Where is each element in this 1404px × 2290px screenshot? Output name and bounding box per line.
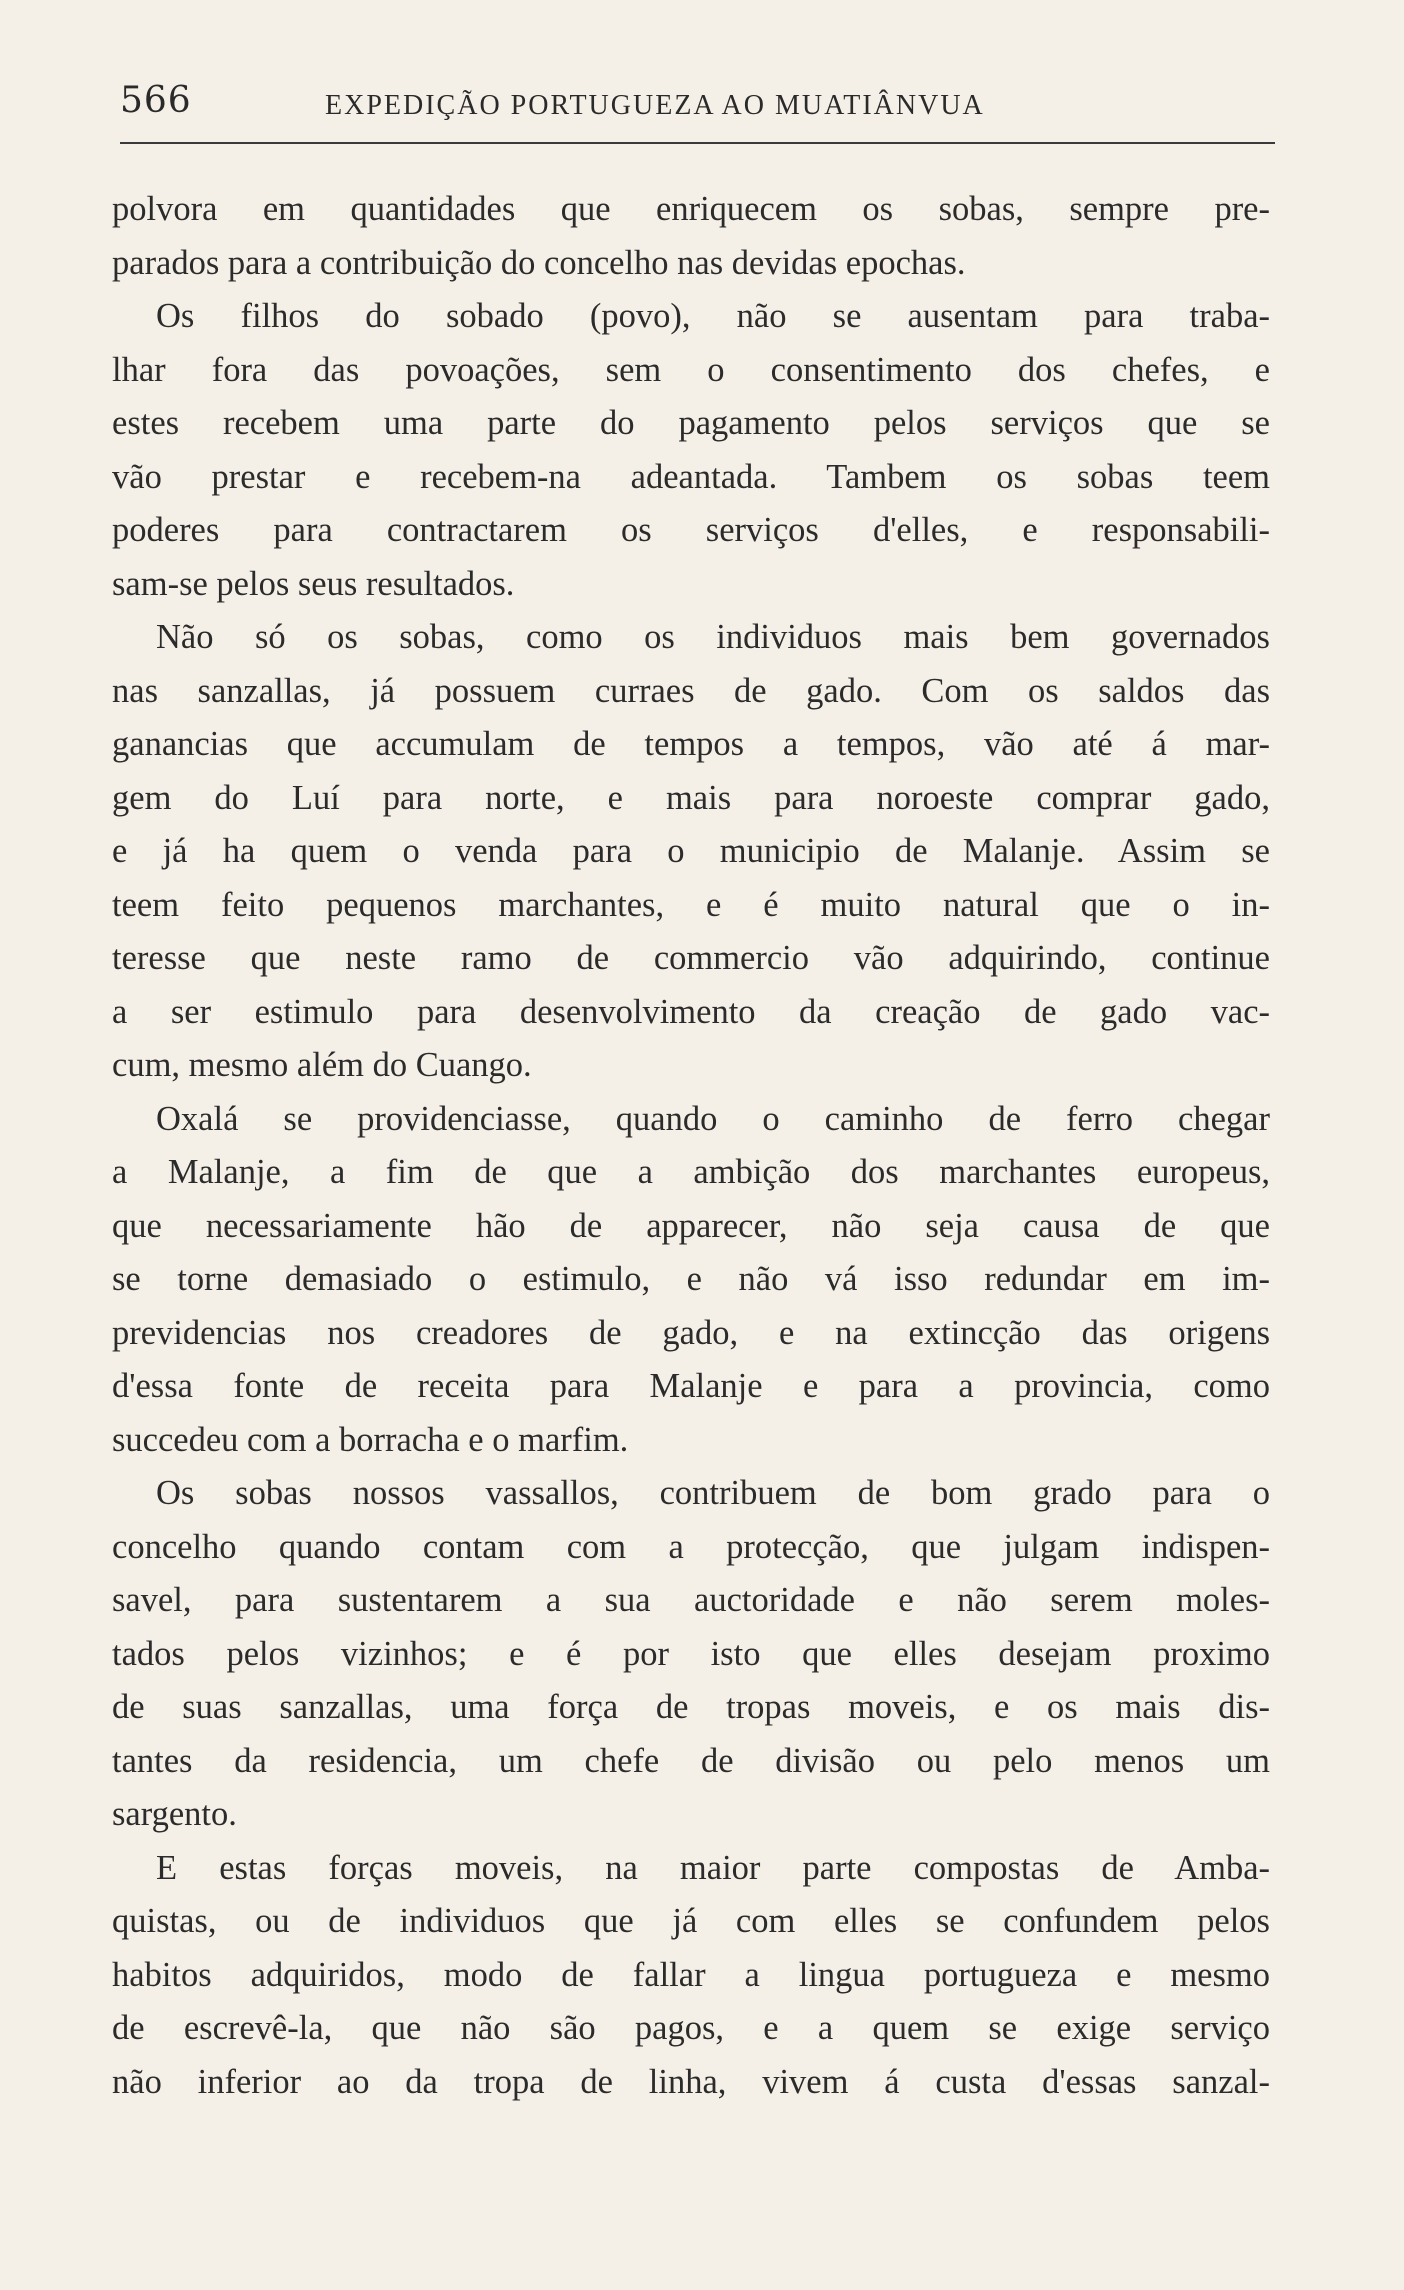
text-line: tados pelos vizinhos; e é por isto que elles desejam proximo <box>112 1634 1270 1673</box>
text-line: de suas sanzallas, uma força de tropas moveis, e os mais dis- <box>112 1688 1270 1726</box>
text-line: sam-se pelos seus resultados. <box>112 564 515 603</box>
header-rule <box>120 142 1275 144</box>
text-line: cum, mesmo além do Cuango. <box>112 1046 532 1084</box>
text-line: de escrevê-la, que não são pagos, e a quem se exige serviço <box>112 2009 1270 2047</box>
text-line: nas sanzallas, já possuem curraes de gado. Com os saldos das <box>112 671 1270 710</box>
text-line: habitos adquiridos, modo de fallar a lingua portugueza e mesmo <box>112 1955 1270 1994</box>
body-text <box>112 183 1270 2109</box>
running-title: EXPEDIÇÃO PORTUGUEZA AO MUATIÂNVUA <box>325 90 985 121</box>
text-line: teresse que neste ramo de commercio vão adquirindo, continue <box>112 939 1270 977</box>
text-line: quistas, ou de individuos que já com elles se confundem pelos <box>112 1902 1270 1940</box>
text-line: gem do Luí para norte, e mais para noroeste comprar gado, <box>112 778 1270 817</box>
text-line: polvora em quantidades que enriquecem os sobas, sempre pre- <box>112 190 1270 228</box>
text-line: sargento. <box>112 1795 237 1833</box>
text-line: estes recebem uma parte do pagamento pelos serviços que se <box>112 404 1270 442</box>
text-line: d'essa fonte de receita para Malanje e para a provincia, como <box>112 1367 1270 1405</box>
text-line: ganancias que accumulam de tempos a tempos, vão até á mar- <box>112 725 1270 763</box>
text-line: savel, para sustentarem a sua auctoridade e não serem moles- <box>112 1581 1270 1619</box>
text-line: não inferior ao da tropa de linha, vivem á custa d'essas sanzal- <box>112 2062 1270 2101</box>
text-line: succedeu com a borracha e o marfim. <box>112 1420 629 1459</box>
text-line: Não só os sobas, como os individuos mais bem governados <box>156 618 1270 656</box>
page-header <box>120 72 1275 132</box>
text-line: E estas forças moveis, na maior parte compostas de Amba- <box>156 1848 1270 1887</box>
text-line: teem feito pequenos marchantes, e é muito natural que o in- <box>112 885 1270 924</box>
text-line: a ser estimulo para desenvolvimento da creação de gado vac- <box>112 992 1270 1031</box>
text-line: previdencias nos creadores de gado, e na extincção das origens <box>112 1313 1270 1352</box>
text-line: que necessariamente hão de apparecer, não seja causa de que <box>112 1206 1270 1245</box>
text-line: concelho quando contam com a protecção, que julgam indispen- <box>112 1527 1270 1566</box>
text-line: tantes da residencia, um chefe de divisão ou pelo menos um <box>112 1741 1270 1780</box>
text-line: parados para a contribuição do concelho nas devidas epochas. <box>112 243 966 282</box>
text-line: a Malanje, a fim de que a ambição dos marchantes europeus, <box>112 1153 1270 1191</box>
text-line: Os filhos do sobado (povo), não se ausentam para traba- <box>156 297 1270 335</box>
text-line: Oxalá se providenciasse, quando o caminho de ferro chegar <box>156 1099 1270 1138</box>
text-line: lhar fora das povoações, sem o consentimento dos chefes, e <box>112 350 1270 389</box>
text-line: poderes para contractarem os serviços d'elles, e responsabili- <box>112 511 1270 549</box>
text-line: vão prestar e recebem-na adeantada. Tambem os sobas teem <box>112 457 1270 496</box>
text-line: e já ha quem o venda para o municipio de Malanje. Assim se <box>112 832 1270 870</box>
text-line: Os sobas nossos vassallos, contribuem de bom grado para o <box>156 1474 1270 1512</box>
text-line: se torne demasiado o estimulo, e não vá isso redundar em im- <box>112 1260 1270 1298</box>
page-number: 566 <box>120 80 192 121</box>
